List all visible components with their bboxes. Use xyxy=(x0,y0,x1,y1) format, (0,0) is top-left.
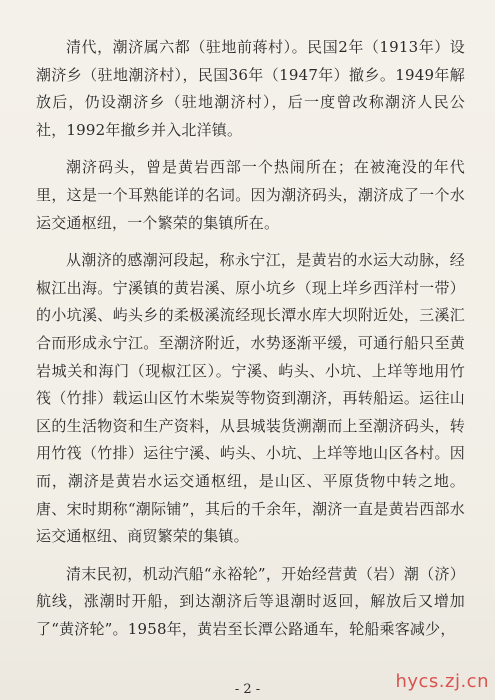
paragraph: 清末民初，机动汽船“永裕轮”，开始经营黄（岩）潮（济）航线，涨潮时开船，到达潮济后等退潮时返回，解放后又增加了“黄济轮”。1958年，黄岩至长潭公路通车，轮船乘客减少， xyxy=(36,564,465,638)
paragraph: 潮济码头，曾是黄岩西部一个热闹所在；在被淹没的年代里，这是一个耳熟能详的名词。因为潮济码头，潮济成了一个水运交通枢纽，一个繁荣的集镇所在。 xyxy=(36,158,465,232)
page-number: - 2 - xyxy=(234,682,261,697)
paragraph: 从潮济的感潮河段起，称永宁江，是黄岩的水运大动脉，经椒江出海。宁溪镇的黄岩溪、原小坑乡（现上垟乡西洋村一带）的小坑溪、屿头乡的柔极溪流经现长潭水库大坝附近处，三溪汇合而形成永宁江。至潮济附近，水势逐渐平缓，可通行船只至黄岩城关和海门（现椒江区）。宁溪、屿头、小坑、上垟等地用竹筏（竹排）载运山区竹木柴炭等物资到潮济，再转船运。运往山区的生活物资和生产资料，从县城装货溯潮而上至潮济码头，转用竹筏（竹排）运往宁溪、屿头、小坑、上垟等地山区各村。因而，潮济是黄岩水运交通枢纽，是山区、平原货物中转之地。唐、宋时期称“潮际铺”，其后的千余年，潮济一直是黄岩西部水运交通枢纽、商贸繁荣的集镇。 xyxy=(36,251,465,546)
paragraph: 清代，潮济属六都（驻地前蒋村）。民国2年（1913年）设潮济乡（驻地潮济村），民国36年（1947年）撤乡。1949年解放后，仍设潮济乡（驻地潮济村），后一度曾改称潮济人民公社，1992年撤乡并入北洋镇。 xyxy=(36,38,465,139)
watermark-text: hycs.zj.cn xyxy=(395,671,489,693)
